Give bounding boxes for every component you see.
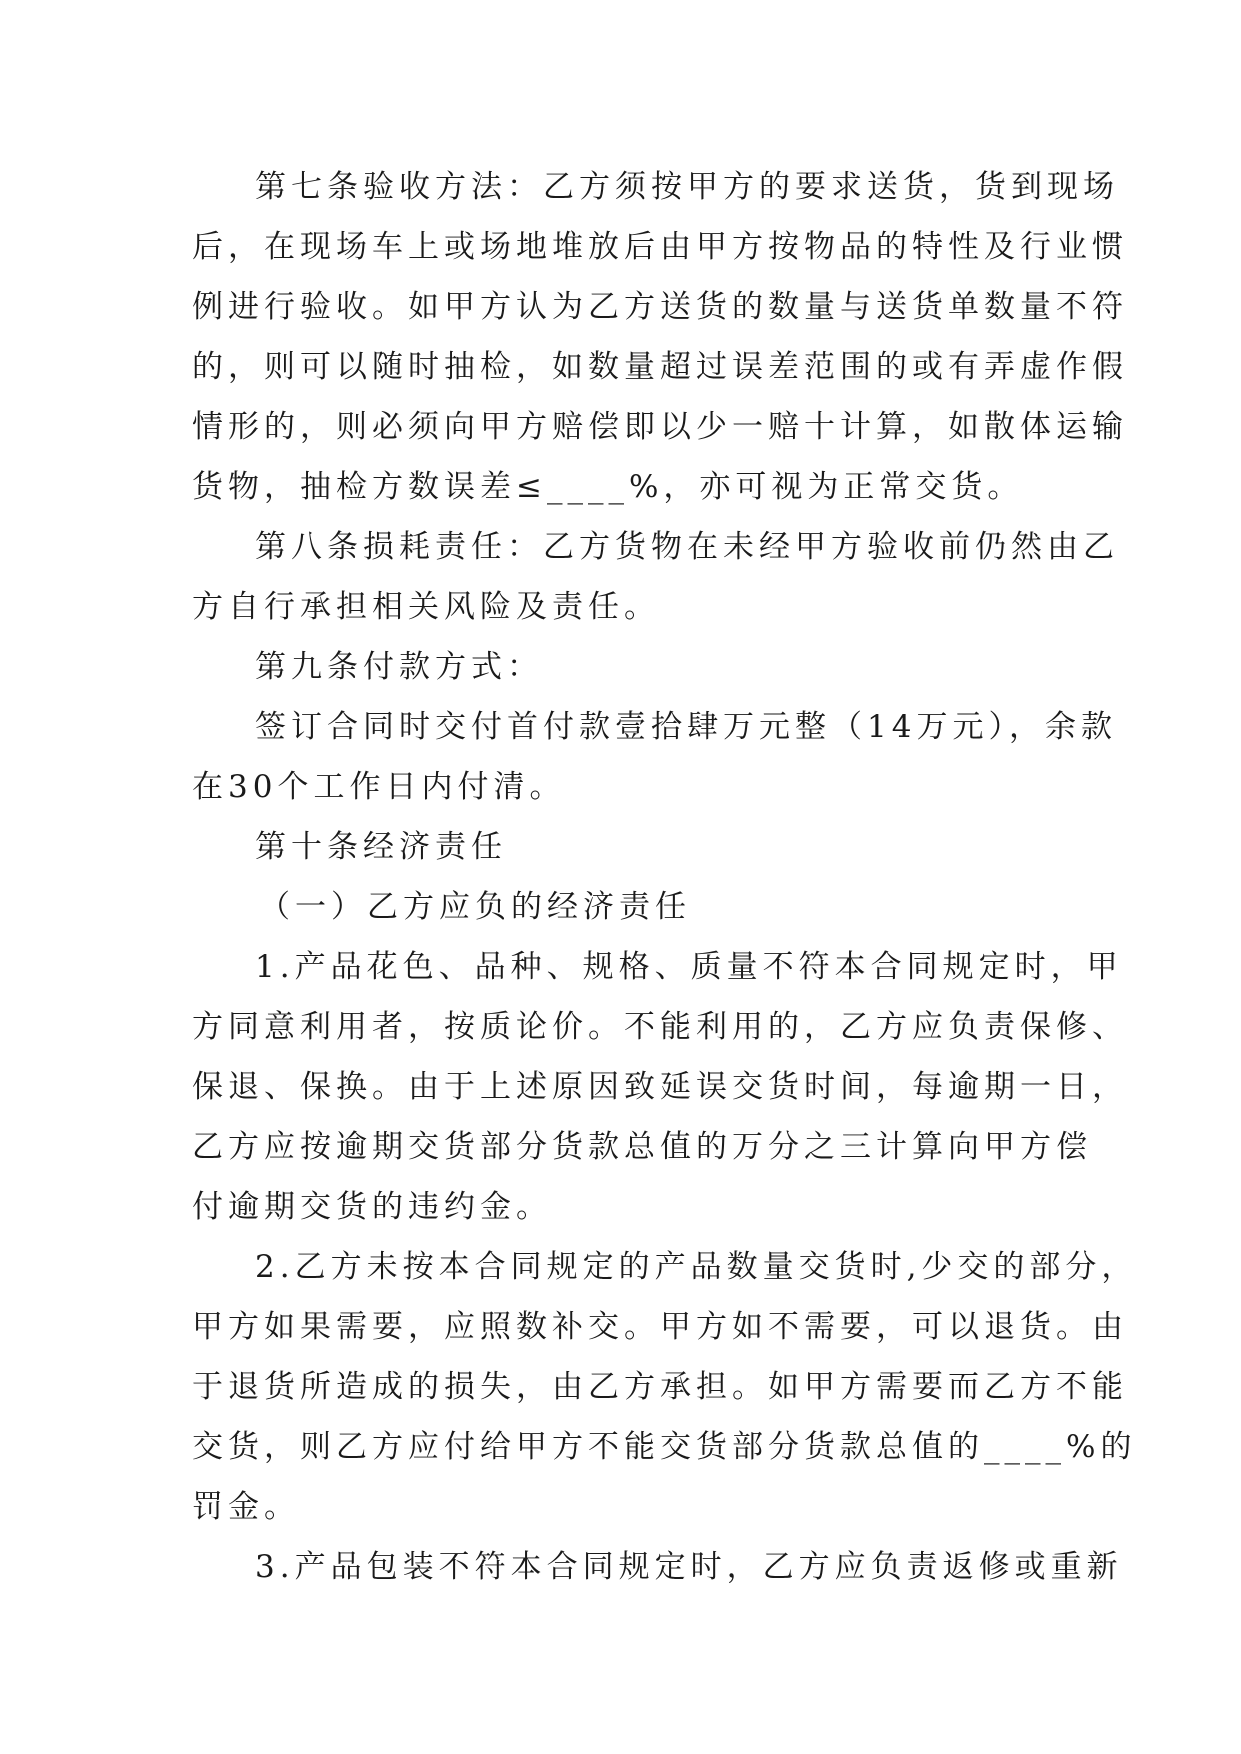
text-line: 付逾期交货的违约金。 <box>192 1189 552 1225</box>
text-line: 在30个工作日内付清。 <box>192 769 566 805</box>
text-line: 方自行承担相关风险及责任。 <box>192 589 660 625</box>
text-line: 乙方应按逾期交货部分货款总值的万分之三计算向甲方偿 <box>192 1129 1092 1165</box>
text-line: 3.产品包装不符本合同规定时，乙方应负责返修或重新 <box>255 1549 1123 1585</box>
text-line: 罚金。 <box>192 1489 300 1525</box>
text-line: 例进行验收。如甲方认为乙方送货的数量与送货单数量不符 <box>192 289 1128 325</box>
text-line: 交货，则乙方应付给甲方不能交货部分货款总值的____%的 <box>192 1429 1137 1465</box>
text-line: 第九条付款方式： <box>255 649 543 685</box>
text-line: 于退货所造成的损失，由乙方承担。如甲方需要而乙方不能 <box>192 1369 1128 1405</box>
text-line: 甲方如果需要，应照数补交。甲方如不需要，可以退货。由 <box>192 1309 1128 1345</box>
text-line: 1.产品花色、品种、规格、质量不符本合同规定时，甲 <box>255 949 1123 985</box>
text-line: 的，则可以随时抽检，如数量超过误差范围的或有弄虚作假 <box>192 349 1128 385</box>
text-line: 第八条损耗责任：乙方货物在未经甲方验收前仍然由乙 <box>255 529 1119 565</box>
text-line: 第七条验收方法：乙方须按甲方的要求送货，货到现场 <box>255 169 1119 205</box>
text-line: 保退、保换。由于上述原因致延误交货时间，每逾期一日， <box>192 1069 1128 1105</box>
text-line: 后，在现场车上或场地堆放后由甲方按物品的特性及行业惯 <box>192 229 1128 265</box>
text-line: 2.乙方未按本合同规定的产品数量交货时,少交的部分， <box>255 1249 1138 1285</box>
text-line: 情形的，则必须向甲方赔偿即以少一赔十计算，如散体运输 <box>192 409 1128 445</box>
text-line: 方同意利用者，按质论价。不能利用的，乙方应负责保修、 <box>192 1009 1128 1045</box>
text-line: （一）乙方应负的经济责任 <box>259 889 691 925</box>
text-line: 第十条经济责任 <box>255 829 507 865</box>
text-line: 签订合同时交付首付款壹拾肆万元整（14万元），余款 <box>255 709 1117 745</box>
text-line: 货物，抽检方数误差≤____%，亦可视为正常交货。 <box>192 469 1024 505</box>
